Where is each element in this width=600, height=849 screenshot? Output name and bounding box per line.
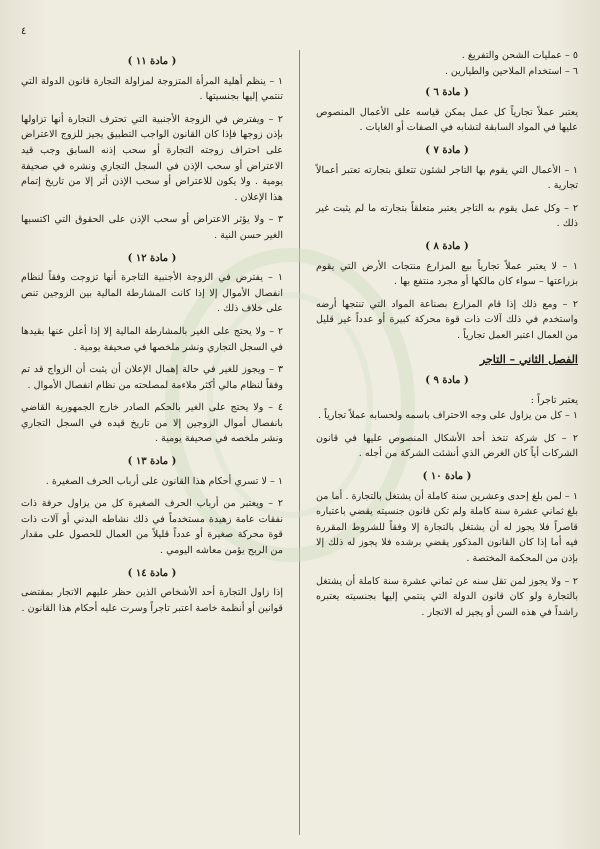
right-paragraph: ٢ – كل شركة تتخذ أحد الأشكال المنصوص عليها في قانون الشركات أياً كان الغرض الذي أنشئت الشركة من أجله . xyxy=(316,432,578,460)
right-paragraph: ١ – لمن بلغ إحدى وعشرين سنة كاملة أن يشتغل بالتجارة . أما من بلغ ثماني عشرة سنة كاملة ولم تكن قانون جنسيته يقضي باعتباره قاصراً فلا يجوز له أن يشتغل بالتجارة إلا وفقاً للشروط المقررة فيه أما إذا كان القانون المذكور يقضي برشده فلا يجوز له ذلك إلا بإذن من المحكمة المختصة . xyxy=(316,490,578,565)
right-paragraph: ١ – الأعمال التي يقوم بها التاجر لشئون تتعلق بتجارته تعتبر أعمالاً تجارية . xyxy=(316,164,578,192)
left-paragraph: ٢ – ويعتبر من أرباب الحرف الصغيرة كل من يزاول حرفة ذات نفقات عامة زهيدة مستخدماً في ذلك نشاطه البدني أو آلات ذات قوة محركة صغيرة أو عدداً قليلاً من العمال للحصول على مقدار من الربح يؤمن معاشه اليومي . xyxy=(21,498,283,557)
right-chapter-title: الفصل الثاني – التاجر xyxy=(479,352,578,366)
left-paragraph: إذا زاول التجارة أحد الأشخاص الذين حظر عليهم الاتجار بمقتضى قوانين أو أنظمة خاصة اعتبر تاجراً وسرت عليه أحكام هذا القانون . xyxy=(21,587,283,614)
left-paragraph: ٣ – ويجوز للغير في حالة إهمال الإعلان أن يثبت أن الزواج قد تم وفقاً لنظام مالي أكثر ملاءمة لمصلحته من نظام انفصال الأموال . xyxy=(21,364,283,391)
left-article-heading: ( مادة ١٣ ) xyxy=(127,456,177,468)
right-paragraph: يعتبر عملاً تجارياً كل عمل يمكن قياسه على الأعمال المنصوص عليها في المواد السابقة لتشابه في الصفات أو الغايات . xyxy=(316,106,578,134)
right-column xyxy=(316,48,578,627)
left-paragraph: ١ – لا تسري أحكام هذا القانون على أرباب الحرف الصغيرة . xyxy=(45,475,283,487)
right-article-heading: ( مادة ٧ ) xyxy=(425,144,469,156)
right-paragraph: ٢ – وكل عمل يقوم به التاجر يعتبر متعلقاً بتجارته ما لم يثبت غير ذلك . xyxy=(316,202,578,230)
left-article-heading: ( مادة ١٤ ) xyxy=(127,567,177,579)
right-paragraph: ١ – كل من يزاول على وجه الاحتراف باسمه ولحسابه عملاً تجارياً . xyxy=(318,410,578,422)
left-article-heading: ( مادة ١١ ) xyxy=(127,56,177,67)
right-paragraph: ٢ – ولا يجوز لمن تقل سنه عن ثماني عشرة سنة كاملة أن يشتغل بالتجارة ولو كان قانون الدولة التي ينتمي إليها بجنسيته يعتبره راشداً في هذه السن أو يجيز له الاتجار . xyxy=(316,575,578,618)
left-paragraph: ٣ – ولا يؤثر الاعتراض أو سحب الإذن على الحقوق التي اكتسبها الغير حسن النية . xyxy=(21,214,283,241)
right-paragraph: ١ – لا يعتبر عملاً تجارياً بيع المزارع منتجات الأرض التي يقوم بزراعتها – سواء كان مالكها أو مجرد منتفع بها . xyxy=(316,260,578,288)
right-article-heading: ( مادة ٦ ) xyxy=(425,87,469,99)
left-paragraph: ٢ – ولا يحتج على الغير بالمشارطة المالية إلا إذا أعلن عنها بقيدها في السجل التجاري ونشر ملخصها في صحيفة يومية . xyxy=(21,325,283,353)
left-column xyxy=(21,48,283,623)
column-divider xyxy=(299,50,300,835)
left-paragraph: ٢ – ويفترض في الزوجة الأجنبية التي تحترف التجارة أنها تزاولها بإذن زوجها فإذا كان القانون الواجب التطبيق يجيز للزوج الاعتراض على احتراف زوجته التجارة أو سحب إذنه السابق وجب قيد الاعتراض أو سحب الإذن في السجل التجاري ونشره في صحيفة يومية . ولا يكون للاعتراض أو سحب الإذن أثر إلا من تاريخ إتمام هذا الإعلان . xyxy=(21,113,283,203)
right-article-heading: ( مادة ٨ ) xyxy=(425,240,469,252)
left-paragraph: ١ – ينظم أهلية المرأة المتزوجة لمزاولة التجارة قانون الدولة التي تنتمي إليها بجنسيتها . xyxy=(21,75,283,103)
right-paragraph: ٥ – عمليات الشحن والتفريغ . xyxy=(461,50,578,61)
right-paragraph: ٦ – استخدام الملاحين والطيارين . xyxy=(444,65,578,77)
right-article-heading: ( مادة ١٠ ) xyxy=(422,471,472,483)
left-article-heading: ( مادة ١٢ ) xyxy=(127,252,177,264)
right-article-heading: ( مادة ٩ ) xyxy=(425,375,469,387)
right-paragraph: ٢ – ومع ذلك إذا قام المزارع بصناعة المواد التي تنتجها أرضه واستخدم في ذلك آلات ذات قوة محركة كبيرة أو عدداً غير قليل من العمال اعتبر العمل تجارياً . xyxy=(316,298,578,341)
right-paragraph: يعتبر تاجراً : xyxy=(530,394,578,406)
page-number: ٤ xyxy=(21,26,27,37)
left-paragraph: ١ – يفترض في الزوجة الأجنبية التاجرة أنها تزوجت وفقاً لنظام انفصال الأموال إلا إذا كانت المشارطة المالية بين الزوجين تنص على خلاف ذلك . xyxy=(21,272,283,315)
left-paragraph: ٤ – ولا يحتج على الغير بالحكم الصادر خارج الجمهورية القاضي بانفصال أموال الزوجين إلا من تاريخ قيده في السجل التجاري ونشر ملخصه في صحيفة يومية . xyxy=(21,402,283,445)
